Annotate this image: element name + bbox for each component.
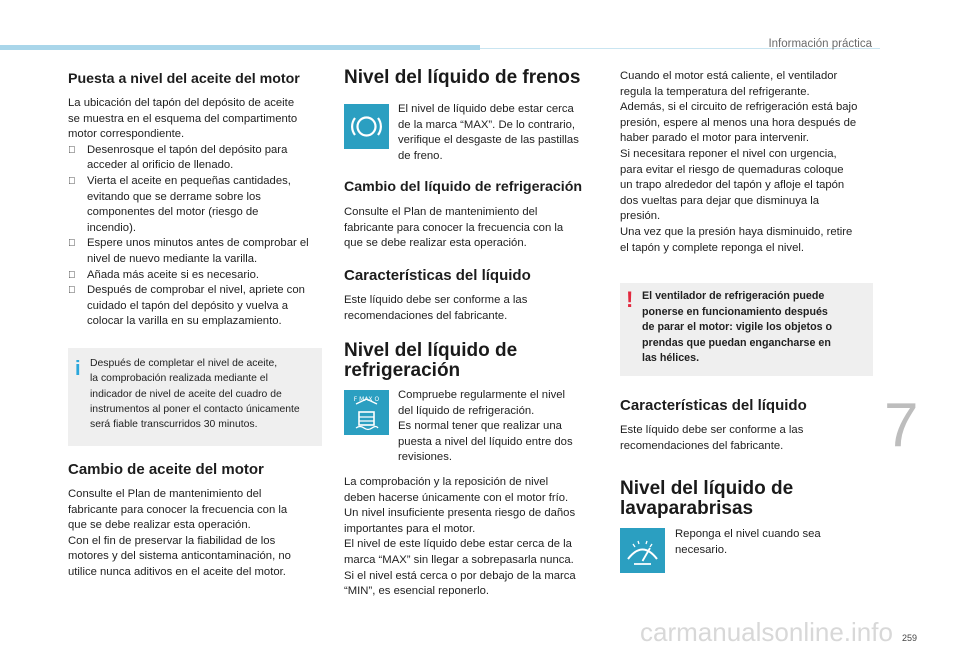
paragraph-line: Compruebe regularmente el nivel <box>398 389 566 401</box>
paragraph-line: Consulte el Plan de mantenimiento del <box>344 206 538 218</box>
info-line: instrumentos al poner el contacto únicamente <box>90 403 300 415</box>
washer-fluid-icon <box>620 528 665 573</box>
heading-line: Nivel del líquido de <box>620 478 794 499</box>
paragraph-line: Este líquido debe ser conforme a las <box>620 424 804 436</box>
list-item-line: componentes del motor (riesgo de <box>87 206 259 219</box>
paragraph-line: verifique el desgaste de las pastillas <box>398 134 579 147</box>
list-item <box>68 174 328 236</box>
info-icon: i <box>75 358 81 380</box>
paragraph-line: fabricante para conocer la frecuencia con la <box>344 221 564 234</box>
paragraph-line: Es normal tener que realizar una <box>398 420 562 433</box>
warning-line: de parar el motor: vigile los objetos o <box>642 321 833 334</box>
oil-change-heading: Cambio de aceite del motor <box>68 461 264 478</box>
oil-intro-line: La ubicación del tapón del depósito de aceite <box>68 97 295 109</box>
warning-line: ponerse en funcionamiento después <box>642 305 828 318</box>
fluid-characteristics-text-2 <box>620 423 880 454</box>
hot-engine-text <box>620 69 890 256</box>
paragraph-line: Este líquido debe ser conforme a las <box>344 294 528 306</box>
paragraph-line: para evitar el riesgo de quemaduras coloque <box>620 163 844 176</box>
list-item-line: acceder al orificio de llenado. <box>87 159 234 172</box>
info-line: será fiable transcurridos 30 minutos. <box>90 419 258 431</box>
list-item-line: colocar la varilla en su emplazamiento. <box>87 315 282 328</box>
brake-fluid-text <box>398 102 598 164</box>
bullet-arrow-icon <box>68 268 76 284</box>
oil-intro-line: se muestra en el esquema del compartimento <box>68 112 298 125</box>
fluid-characteristics-heading-2: Características del líquido <box>620 397 807 414</box>
paragraph-line: El nivel de este líquido debe estar cerca de la <box>344 538 572 551</box>
list-item-line: cuidado el tapón del depósito y vuelva a <box>87 299 288 312</box>
list-item-line: nivel de nuevo mediante la varilla. <box>87 252 258 265</box>
paragraph-line: necesario. <box>675 543 728 556</box>
info-line: la comprobación realizada mediante el <box>90 373 268 385</box>
coolant-icon-label: F MAX O <box>353 396 380 403</box>
washer-fluid-heading <box>620 479 793 519</box>
paragraph-line: haber parado el motor para intervenir. <box>620 132 810 145</box>
bullet-arrow-icon <box>68 174 76 190</box>
paragraph-line: regula la temperatura del refrigerante. <box>620 85 810 98</box>
heading-line: lavaparabrisas <box>620 498 754 519</box>
paragraph-line: el tapón y complete reponga el nivel. <box>620 241 805 254</box>
header-accent-bar <box>0 45 480 50</box>
paragraph-line: El nivel de líquido debe estar cerca <box>398 103 574 115</box>
paragraph-line: Cuando el motor está caliente, el ventilador <box>620 70 838 82</box>
list-item-line: Añada más aceite si es necesario. <box>87 268 260 281</box>
paragraph-line: motores y del sistema anticontaminación, no <box>68 550 291 563</box>
brake-fluid-icon <box>344 104 389 149</box>
paragraph-line: del líquido de refrigeración. <box>398 404 535 417</box>
chapter-number: 7 <box>884 391 919 460</box>
oil-topup-heading: Puesta a nivel del aceite del motor <box>68 71 300 87</box>
paragraph-line: Si el nivel está cerca o por debajo de la marca <box>344 569 576 582</box>
list-item-line: Vierta el aceite en pequeñas cantidades, <box>87 174 291 187</box>
info-note-text <box>90 356 320 432</box>
watermark: carmanualsonline.info <box>640 617 893 647</box>
paragraph-line: Si necesitara reponer el nivel con urgencia, <box>620 147 837 160</box>
coolant-level-text <box>398 388 598 466</box>
section-title: Información práctica <box>768 38 872 50</box>
paragraph-line: recomendaciones del fabricante. <box>620 439 784 452</box>
info-line: indicador de nivel de aceite del cuadro de <box>90 388 282 400</box>
fluid-characteristics-text <box>344 293 604 324</box>
heading-line: Nivel del líquido de <box>344 340 518 361</box>
bullet-arrow-icon <box>68 236 76 252</box>
coolant-change-text <box>344 205 604 252</box>
page-number: 259 <box>902 633 918 643</box>
paragraph-line: un trapo alrededor del tapón y afloje el tapón <box>620 179 845 192</box>
warning-icon: ! <box>626 287 634 312</box>
oil-change-text <box>68 487 328 581</box>
paragraph-line: Un nivel insuficiente presenta riesgo de daños <box>344 507 576 520</box>
paragraph-line: revisiones. <box>398 451 452 464</box>
list-item <box>68 283 328 330</box>
bullet-arrow-icon <box>68 143 76 159</box>
paragraph-line: utilice nunca aditivos en el aceite del motor. <box>68 565 286 578</box>
info-note-box <box>68 348 322 446</box>
paragraph-line: La comprobación y la reposición de nivel <box>344 476 549 488</box>
bullet-arrow-icon <box>68 283 76 299</box>
oil-intro-line: motor correspondiente. <box>68 128 185 141</box>
paragraph-line: importantes para el motor. <box>344 522 476 535</box>
paragraph-line: presión. <box>620 210 661 223</box>
oil-intro <box>68 96 328 330</box>
paragraph-line: que se debe realizar esta operación. <box>344 237 527 250</box>
heading-line: refrigeración <box>344 360 461 381</box>
paragraph-line: de freno. <box>398 149 443 162</box>
list-item <box>68 268 328 284</box>
paragraph-line: “MIN”, es esencial reponerlo. <box>344 585 490 598</box>
list-item-line: Desenrosque el tapón del depósito para <box>87 143 288 156</box>
paragraph-line: Consulte el Plan de mantenimiento del <box>68 488 262 500</box>
paragraph-line: recomendaciones del fabricante. <box>344 309 508 322</box>
paragraph-line: marca “MAX” sin llegar a sobrepasarla nunca. <box>344 553 574 566</box>
fluid-characteristics-heading: Características del líquido <box>344 267 531 284</box>
list-item-line: evitando que se derrame sobre los <box>87 190 261 203</box>
list-item-line: incendio). <box>87 221 136 234</box>
coolant-level-icon <box>344 390 389 435</box>
paragraph-line: puesta a nivel del líquido entre dos <box>398 435 573 448</box>
list-item-line: Espere unos minutos antes de comprobar el <box>87 237 309 250</box>
list-item <box>68 143 328 174</box>
washer-fluid-text <box>675 527 875 558</box>
paragraph-line: Además, si el circuito de refrigeración está bajo <box>620 101 858 114</box>
warning-note-box <box>620 283 873 376</box>
brake-fluid-heading: Nivel del líquido de frenos <box>344 67 581 88</box>
coolant-check-text <box>344 475 614 600</box>
coolant-change-heading: Cambio del líquido de refrigeración <box>344 179 583 195</box>
paragraph-line: deben hacerse únicamente con el motor frío. <box>344 491 569 504</box>
info-line: Después de completar el nivel de aceite, <box>90 358 278 369</box>
warning-note-text <box>642 289 870 367</box>
paragraph-line: de la marca “MAX”. De lo contrario, <box>398 118 576 131</box>
paragraph-line: Con el fin de preservar la fiabilidad de los <box>68 534 276 547</box>
list-item-line: Después de comprobar el nivel, apriete con <box>87 284 305 297</box>
paragraph-line: presión, espere al menos una hora después de <box>620 116 857 129</box>
paragraph-line: dos vueltas para dejar que disminuya la <box>620 194 820 207</box>
list-item <box>68 236 328 267</box>
paragraph-line: Reponga el nivel cuando sea <box>675 528 821 540</box>
paragraph-line: fabricante para conocer la frecuencia con la <box>68 503 288 516</box>
warning-line: El ventilador de refrigeración puede <box>642 290 825 302</box>
paragraph-line: que se debe realizar esta operación. <box>68 519 251 532</box>
paragraph-line: Una vez que la presión haya disminuido, retire <box>620 225 853 238</box>
warning-line: las hélices. <box>642 352 700 365</box>
coolant-level-heading <box>344 341 517 381</box>
warning-line: prendas que puedan engancharse en <box>642 336 831 349</box>
